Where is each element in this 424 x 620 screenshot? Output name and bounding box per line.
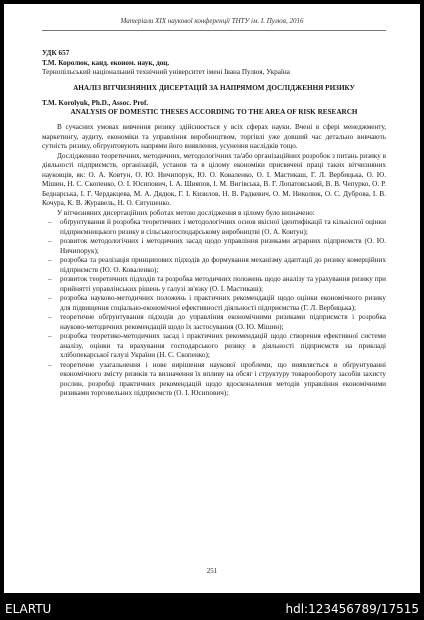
- header-divider: [42, 30, 386, 31]
- running-header: Матеріали ХІХ наукової конференції ТНТУ ім. І. Пулюя, 2016: [120, 17, 304, 25]
- list-item: – розвиток теоретичних підходів та розробка методичних положень щодо аналізу та урахування ризику при прийнятті управлінських рішень у галузі зв'язку (О. І. Мастикаш);: [42, 275, 386, 294]
- affiliation: Тернопільський національний технічний університет імені Івана Пулюя, Україна: [42, 68, 290, 76]
- list-item: – розробка та реалізація принципових підходів до формування механізму адаптації до ризику комерційних підприємств (Ю. О. Коваленко);: [42, 256, 386, 275]
- list-item: – теоретичне узагальнення і нове вирішення наукової проблеми, що виявляється в обґрунтуванні економічного змісту ризиків та визначення їх впливу на обсяг і структуру товарообороту засобів захисту рослин, розробці практичних рекомендацій щодо вдосконалення методів управління економічними ризиками торговельних підприємств (О. І. Юсипович);: [42, 361, 386, 399]
- udk-code: УДК 657: [42, 49, 70, 57]
- list-item: – розробка науково-методичних положень і практичних рекомендацій щодо оцінки економічного ризику для підвищення соціально-економічної ефективності діяльності підприємства (Г. Л. Вербицька);: [42, 294, 386, 313]
- paragraph-authors: Дослідженню теоретичних, методичних, методологічних та/або організаційних розробок з питань ризику в діяльності підприємств, організацій, установ та в цілому економіки присвячені праці таких вітчизняних науковців, як: О. А. Ковтун, О. Ю. Ничипорук, Ю. О. Коваленко, О. І. Мастикаш, Г. Л. Вербицька, О. Ю. Мішин, Н. С. Скопенко, О. І. Юсипович, І. А. Шияпов, І. М. Вигівська, В. Г. Лопатовський, В. В. Чепурко, О. Р. Беднарська, І. Г. Чердакцева, М. А. Дядюк, Г. І. Кизилов, Н. В. Радкевич, О. М. Николюк, О. С. Дуброва, І. В. Кочура, К. В. Журавель, Н. О. Євтушенко.: [42, 151, 386, 207]
- paragraph-aims: У вітчизняних дисертаційних роботах метою дослідження в цілому було визначено:: [57, 208, 315, 217]
- title-en: ANALYSIS OF DOMESTIC THESES ACCORDING TO THE AREA OF RISK RESEARCH: [70, 108, 358, 116]
- article-body: [42, 49, 386, 399]
- repository-footer: [0, 596, 424, 620]
- list-item: – теоретичне обґрунтування підходів до управління економічними ризиками підприємств і розробка науково-методичних рекомендацій щодо їх застосування (О. Ю. Мішин);: [42, 313, 386, 332]
- document-page: [4, 4, 420, 593]
- list-item: – обґрунтування й розробка теоретичних і методологічних основ якісної ідентифікації та кількісної оцінки підприємницького ризику в сільськогосподарському виробництві (О. А. Ковтун);: [42, 218, 386, 237]
- list-item: – розвиток методологічних і методичних засад щодо управління ризиками аграрних підприємств (О. Ю. Ничипорук);: [42, 237, 386, 256]
- aims-list: [42, 218, 386, 399]
- repository-name: ELARTU: [5, 602, 52, 616]
- list-item: – розробка теоретико-методичних засад і практичних рекомендацій щодо створення ефективної системи аналізу, оцінки та врахування господарського ризику в діяльності підприємств на прикладі хлібопекарської галузі України (Н. С. Скопенко);: [42, 332, 386, 361]
- author-ua: Т.М. Королюк, канд. економ. наук, доц.: [42, 58, 170, 67]
- author-en: T.M. Korolyuk, Ph.D., Assoc. Prof.: [42, 98, 149, 107]
- handle-id[interactable]: hdl:123456789/17515: [285, 602, 419, 616]
- page-number: 251: [206, 567, 218, 575]
- title-ua: АНАЛІЗ ВІТЧИЗНЯНИХ ДИСЕРТАЦІЙ ЗА НАПРЯМОМ ДОСЛІДЖЕННЯ РИЗИКУ: [73, 83, 355, 92]
- paragraph-intro: В сучасних умовах вивчення ризику здійснюється у всіх сферах науки. Вчені в сфері менеджменту, маркетингу, аудиту, економіки та управління виробництвом, торгівлі уже довший час детально вивчають сутність ризику, обгрунтовують напрями його виявлення, усунення наслідків тощо.: [42, 123, 386, 150]
